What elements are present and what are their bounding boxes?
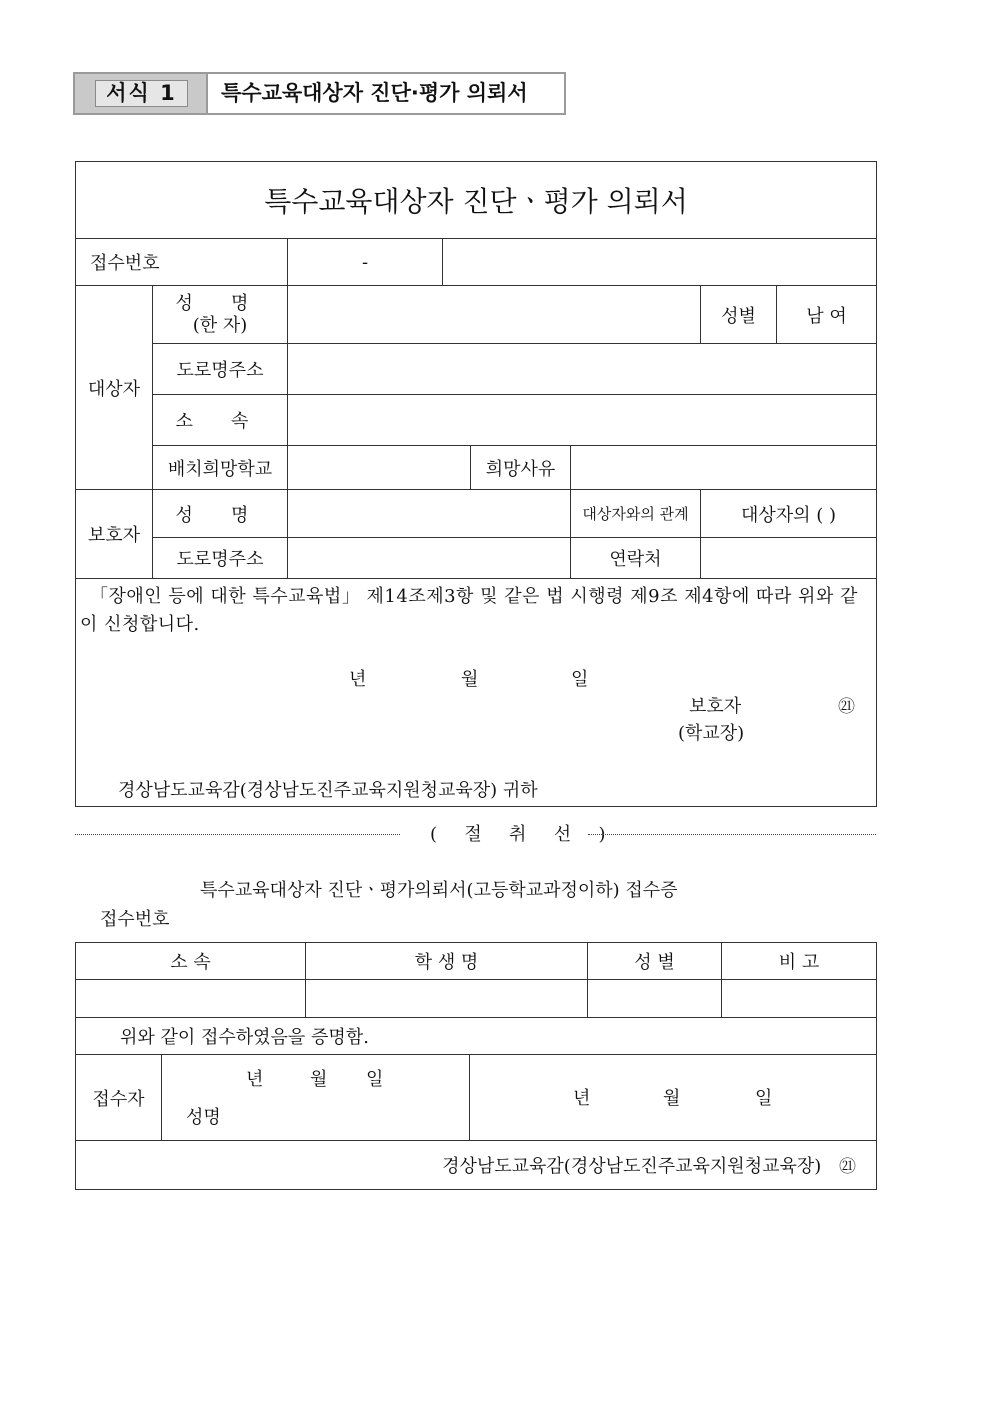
receipt-student-name-field[interactable] xyxy=(306,980,588,1018)
receipt-number-label: 접수번호 xyxy=(76,239,288,286)
subject-name-label-cell xyxy=(153,286,288,344)
addressee: 경상남도교육감(경상남도진주교육지원청교육장) 귀하 xyxy=(118,780,538,801)
cut-line-left xyxy=(75,834,400,835)
receipt-col-affiliation: 소 속 xyxy=(76,943,306,980)
form-label-box xyxy=(75,74,208,113)
receipt-remarks-field[interactable] xyxy=(722,980,877,1018)
subject-address-field[interactable] xyxy=(288,344,877,395)
form-header-title: 특수교육대상자 진단·평가 의뢰서 xyxy=(221,81,528,105)
form-title: 특수교육대상자 진단ㆍ평가 의뢰서 xyxy=(76,162,877,239)
receipt-number-label-2: 접수번호 xyxy=(100,909,170,930)
subject-name-label: 성 명 xyxy=(175,292,265,314)
request-date-month: 월 xyxy=(461,669,479,690)
seal-icon: ㉑ xyxy=(838,697,855,717)
signer-sub-label: (학교장) xyxy=(678,723,745,744)
request-date-day: 일 xyxy=(571,669,589,690)
receipt-title: 특수교육대상자 진단ㆍ평가의뢰서(고등학교과정이하) 접수증 xyxy=(200,880,678,901)
receipt-date-year: 년 xyxy=(573,1088,591,1109)
guardian-name-field[interactable] xyxy=(288,490,571,538)
receipt-affiliation-field[interactable] xyxy=(76,980,306,1018)
receipt-seal-icon: ㉑ xyxy=(839,1157,857,1177)
form-label: 서식 1 xyxy=(95,80,188,107)
receipt-certify-text: 위와 같이 접수하였음을 증명함. xyxy=(76,1018,877,1055)
signer-label: 보호자 xyxy=(689,696,742,717)
desired-reason-label: 희망사유 xyxy=(471,446,571,490)
guardian-group-label: 보호자 xyxy=(76,490,153,579)
receipt-date-month: 월 xyxy=(663,1088,681,1109)
receipt-issuer-cell xyxy=(76,1141,877,1190)
subject-gender-options[interactable]: 남 여 xyxy=(777,286,877,344)
receipt-table xyxy=(75,942,877,1190)
subject-affiliation-label: 소 속 xyxy=(153,395,288,446)
receipt-date-day: 일 xyxy=(755,1088,773,1109)
subject-affiliation-field[interactable] xyxy=(288,395,877,446)
receipt-date-cell xyxy=(470,1055,877,1141)
form-header-tab xyxy=(73,72,566,115)
desired-school-field[interactable] xyxy=(288,446,471,490)
receipt-col-remarks: 비 고 xyxy=(722,943,877,980)
cut-line-label: ( 절 취 선 ) xyxy=(430,824,617,845)
receiver-name-label: 성명 xyxy=(186,1107,221,1128)
guardian-relation-field[interactable]: 대상자의 ( ) xyxy=(701,490,877,538)
request-form-table xyxy=(75,161,877,807)
subject-gender-label: 성별 xyxy=(701,286,777,344)
receipt-gender-field[interactable] xyxy=(588,980,722,1018)
desired-reason-field[interactable] xyxy=(571,446,877,490)
subject-name-hanja-label: (한 자) xyxy=(192,314,248,336)
request-date-year: 년 xyxy=(349,669,367,690)
statement-cell xyxy=(76,579,877,807)
receiver-date-day: 일 xyxy=(366,1069,384,1090)
guardian-address-label: 도로명주소 xyxy=(153,538,288,579)
cut-line-right xyxy=(588,834,876,835)
guardian-contact-label: 연락처 xyxy=(571,538,701,579)
guardian-contact-field[interactable] xyxy=(701,538,877,579)
receipt-number-field[interactable]: - xyxy=(288,239,443,286)
receipt-number-blank xyxy=(443,239,877,286)
guardian-name-label: 성 명 xyxy=(153,490,288,538)
guardian-relation-label: 대상자와의 관계 xyxy=(571,490,701,538)
receipt-col-student-name: 학 생 명 xyxy=(306,943,588,980)
subject-name-field[interactable] xyxy=(288,286,701,344)
receiver-info-cell xyxy=(162,1055,470,1141)
receipt-issuer: 경상남도교육감(경상남도진주교육지원청교육장) xyxy=(442,1156,822,1177)
receipt-col-gender: 성 별 xyxy=(588,943,722,980)
guardian-address-field[interactable] xyxy=(288,538,571,579)
subject-group-label: 대상자 xyxy=(76,286,153,490)
receiver-label: 접수자 xyxy=(76,1055,162,1141)
receiver-date-month: 월 xyxy=(310,1069,328,1090)
receiver-date-year: 년 xyxy=(246,1069,264,1090)
desired-school-label: 배치희망학교 xyxy=(153,446,288,490)
subject-address-label: 도로명주소 xyxy=(153,344,288,395)
statement-text: 「장애인 등에 대한 특수교육법」 제14조제3항 및 같은 법 시행령 제9조 제4항에 따라 위와 같이 신청합니다. xyxy=(80,586,858,635)
